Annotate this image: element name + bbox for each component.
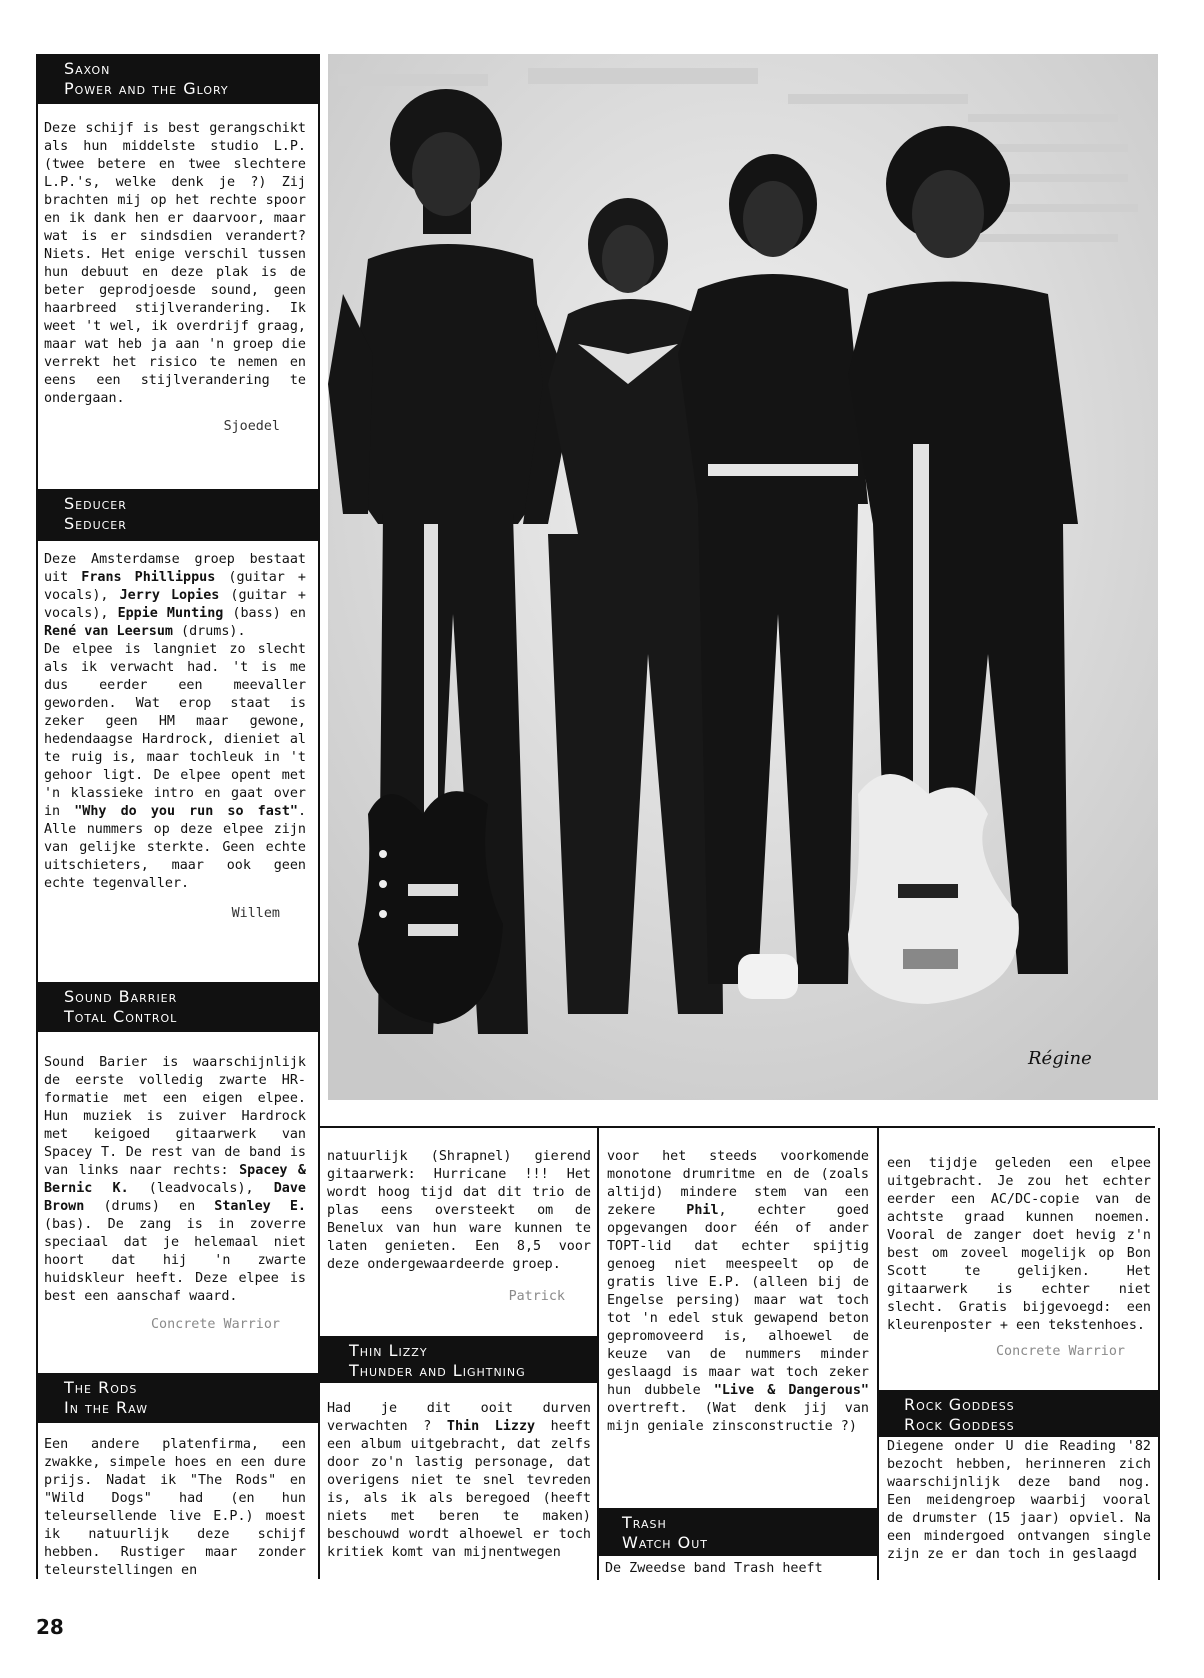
review-album: Power and the Glory [64,79,229,98]
review-body: Diegene onder U die Reading '82 bezocht hebben, herinneren zich waarschijnlijk deze band nog. Een meidengroep waarbij vooral de drumster (15 jaar) opviel. Na een mindergoed ontvangen single zijn ze er dan toch in geslaagd [887,1439,1151,1562]
review-album: Thunder and Lightning [349,1361,526,1380]
review-album: Watch Out [622,1533,708,1552]
review-thin-lizzy-continued [607,1148,869,1436]
band-photo-drawing [328,54,1158,1100]
left-column-rule-left [36,54,38,1579]
page-number: 28 [36,1615,64,1639]
review-sound-barrier [44,1054,306,1334]
review-band: Rock Goddess [904,1395,1015,1414]
review-band: Trash [622,1513,667,1532]
band-photo [328,54,1158,1100]
review-author: Willem [231,906,280,921]
review-heading-rock-goddess [878,1390,1159,1437]
review-trash [605,1560,869,1580]
review-body: Had je dit ooit durven verwachten ? Thin Lizzy heeft een album uitgebracht, dat zelfs door zo'n lastig personage, dat overigens niet te snel tevreden is, als ik als beregoed (heeft niets met beren te maken) beschouwd wordt alhoewel er toch kritiek komt van mijnentwegen [327,1401,591,1560]
review-body: Deze schijf is best gerangschikt als hun middelste studio L.P. (twee betere en twee slechtere L.P.'s, welke denk je ?) Zij brachten mij op het rechte spoor en ik dank hen er daarvoor, maar wat is er sindsdien verandert? Niets. Het enige verschil tussen hun debuut en deze plak is de beter geprodjoesde sound, geen haarbreed stijlverandering. Ik weet 't wel, ik overdrijf graag, maar wat heb ja aan 'n groep die verrekt het risico te nemen en eens een stijlverandering te ondergaan. [44,121,306,406]
review-album: Rock Goddess [904,1415,1015,1434]
review-body: voor het steeds voorkomende monotone drumritme en de (zoals altijd) mindere stem van een zekere Phil, echter goed opgevangen door één of ander TOPT-lid dat echter spijtig genoeg niet meespeelt op de gratis live E.P. (alleen bij de Engelse persing) maar wat toch tot 'n edel stuk gewapend beton gepromoveerd is, alhoewel de keuze van de nummers minder geslaagd is maar wat toch zeker hun dubbele "Live & Dangerous" overtreft. (Wat denk jij van mijn geniale zinsconstructie ?) [607,1149,870,1434]
col3-rule [877,1128,879,1580]
review-album: Total Control [64,1007,178,1026]
review-album: In the Raw [64,1398,148,1417]
review-band: Thin Lizzy [349,1341,428,1360]
review-heading-saxon [36,54,319,104]
photo-bottom-rule [318,1126,1155,1128]
review-heading-the-rods [36,1373,319,1423]
review-body: Sound Barier is waarschijnlijk de eerste volledig zwarte HR-formatie met een eigen elpee. Hun muziek is zuiver Hardrock met keigoed gitaarwerk van Spacey T. De rest van de band is van links naar rechts: Spacey & Bernic K. (leadvocals), Dave Brown (drums) en Stanley E. (bas). De zang is in zoverre speciaal dat je helemaal niet hoort dat hij 'n zwarte huidskleur heeft. Deze elpee is best een aanschaf waard. [44,1055,306,1304]
review-band: Sound Barrier [64,987,178,1006]
review-author: Concrete Warrior [151,1317,280,1332]
col4-rule [1158,1128,1160,1580]
review-heading-thin-lizzy [319,1336,598,1383]
review-band: The Rods [64,1378,138,1397]
review-body: natuurlijk (Shrapnel) gierend gitaarwerk: Hurricane !!! Het wordt hoog tijd dat dit trio de plas eens oversteekt om de Benelux van hun ware kunnen te laten genieten. Een 8,5 voor deze ondergewaardeerde groep. [327,1149,591,1272]
review-the-rods-continued [327,1148,591,1306]
review-band: Saxon [64,59,111,78]
review-heading-seducer [36,489,319,541]
review-trash-continued [887,1155,1151,1361]
review-seducer [44,551,306,923]
review-album: Seducer [64,514,127,533]
photo-credit: Régine [1028,1048,1092,1069]
review-the-rods [44,1436,306,1578]
review-body: Een andere platenfirma, een zwakke, simpele hoes en een dure prijs. Nadat ik "The Rods" en "Wild Dogs" had (en hun teleursellende live E.P.) moest ik natuurlijk deze schijf hebben. Rustiger maar zonder teleurstellingen en [44,1437,306,1578]
review-body: De Zweedse band Trash heeft [605,1561,823,1576]
review-body-2: De elpee is langniet zo slecht als ik verwacht had. 't is me dus eerder een meevaller geworden. Wat erop staat is zeker geen HM maar gewone, hedendaagse Hardrock, dieniet al te ruig is, maar tochleuk in 't gehoor ligt. De elpee opent met 'n klassieke intro en gaat over in "Why do you run so fast". Alle nummers op deze elpee zijn van gelijke sterkte. Geen echte uitschieters, maar ook geen echte tegenvaller. [44,642,307,891]
review-heading-sound-barrier [36,982,319,1032]
review-saxon [44,120,306,436]
review-body: een tijdje geleden een elpee uitgebracht. Je zou het echter eerder een AC/DC-copie van de achtste graad kunnen noemen. Vooral de zanger doet hevig z'n best om zoveel mogelijk op Bon Scott te gelijken. Het gitaarwerk is echter niet slecht. Gratis bijgevoegd: een kleurenposter + een tekstenhoes. [887,1156,1151,1333]
review-thin-lizzy [327,1400,591,1578]
review-band: Seducer [64,494,127,513]
review-heading-trash [598,1508,877,1556]
review-author: Concrete Warrior [996,1344,1125,1359]
review-author: Patrick [508,1289,565,1304]
review-author: Sjoedel [223,419,280,434]
review-rock-goddess [887,1438,1151,1578]
review-body: Deze Amsterdamse groep bestaat uit Frans Phillippus (guitar + vocals), Jerry Lopies (guitar + vocals), Eppie Munting (bass) en René van Leersum (drums). [44,552,306,639]
